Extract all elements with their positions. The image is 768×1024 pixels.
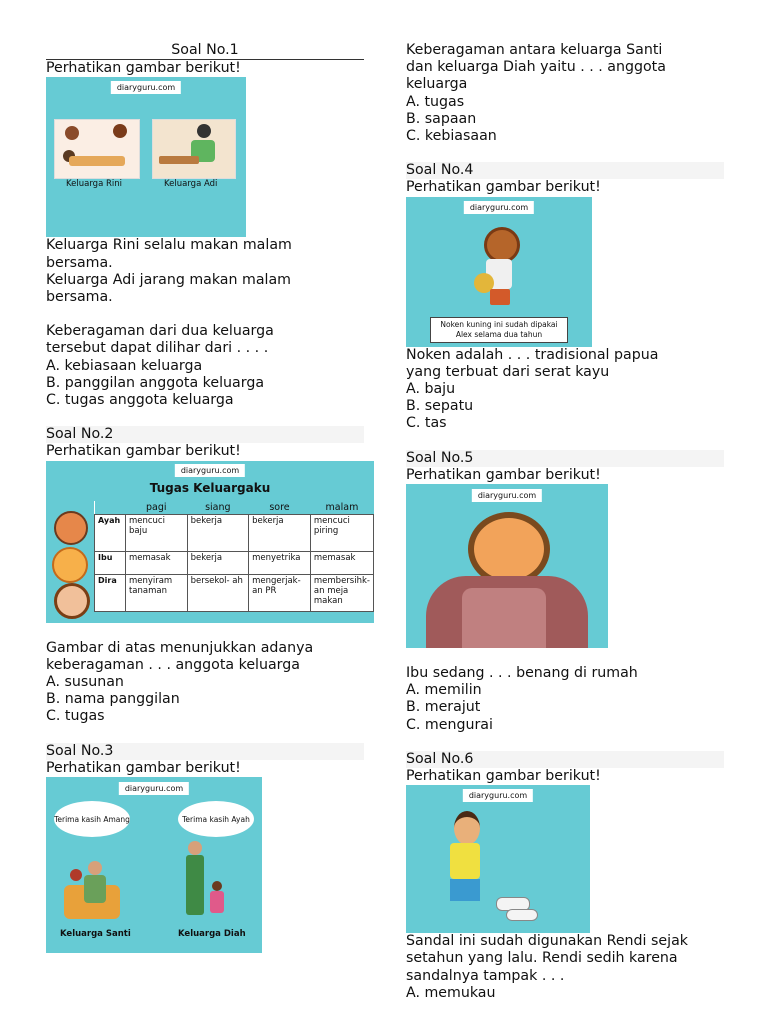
q1-text-2: bersama. [46, 254, 113, 271]
q3-option-c: C. kebiasaan [406, 128, 497, 145]
q6-watermark: diaryguru.com [463, 789, 533, 802]
q4-prompt: Perhatikan gambar berikut! [406, 179, 601, 196]
q5-watermark: diaryguru.com [472, 489, 542, 502]
q5-option-a: A. memilin [406, 682, 482, 699]
q6-image [406, 785, 590, 933]
q5-option-c: C. mengurai [406, 716, 493, 733]
q3-option-b: B. sapaan [406, 110, 477, 127]
q1-scene-adi [152, 119, 236, 179]
q3-label-diah: Keluarga Diah [178, 929, 246, 940]
q2-option-a: A. susunan [46, 674, 124, 691]
q4-caption [430, 317, 568, 343]
q2-col-malam: malam [310, 501, 373, 515]
q3-title: Soal No.3 [46, 743, 364, 760]
q4-option-c: C. tas [406, 415, 447, 432]
q2-face-dira [54, 583, 90, 619]
q1-question-1: Keberagaman dari dua keluarga [46, 323, 274, 340]
q1-option-c: C. tugas anggota keluarga [46, 392, 234, 409]
q2-col-siang: siang [187, 501, 249, 515]
table-row: Ibu memasak bekerja menyetrika memasak [95, 551, 374, 574]
q1-text-3: Keluarga Adi jarang makan malam [46, 271, 291, 288]
q2-face-ibu [52, 547, 88, 583]
table-row: Ayah mencuci baju bekerja bekerja mencuci piring [95, 514, 374, 551]
q6-prompt: Perhatikan gambar berikut! [406, 768, 601, 785]
q2-face-ayah [54, 511, 88, 545]
q1-option-b: B. panggilan anggota keluarga [46, 374, 265, 391]
q1-prompt: Perhatikan gambar berikut! [46, 60, 241, 77]
q2-option-b: B. nama panggilan [46, 691, 180, 708]
q4-option-b: B. sepatu [406, 398, 474, 415]
q1-title: Soal No.1 [46, 42, 364, 60]
q2-question-1: Gambar di atas menunjukkan adanya [46, 639, 314, 656]
q6-question-2: setahun yang lalu. Rendi sedih karena [406, 950, 678, 967]
q1-text-4: bersama. [46, 289, 113, 306]
q5-knitting [462, 588, 546, 648]
q1-text-1: Keluarga Rini selalu makan malam [46, 237, 292, 254]
q4-child-head [484, 227, 520, 263]
q1-question-2: tersebut dapat dilihar dari . . . . [46, 340, 269, 357]
q6-title: Soal No.6 [406, 751, 724, 768]
q5-mother-head [468, 512, 550, 586]
q5-question-1: Ibu sedang . . . benang di rumah [406, 665, 638, 682]
q6-question-1: Sandal ini sudah digunakan Rendi sejak [406, 933, 688, 950]
table-row: Dira menyiram tanaman bersekol- ah mengerjak- an PR membersihk- an meja makan [95, 574, 374, 611]
q2-question-2: keberagaman . . . anggota keluarga [46, 656, 300, 673]
q1-label-adi: Keluarga Adi [164, 179, 218, 190]
q3-image [46, 777, 262, 953]
q4-title: Soal No.4 [406, 162, 724, 179]
q2-title: Soal No.2 [46, 426, 364, 443]
q2-table [94, 501, 374, 612]
q3-label-santi: Keluarga Santi [60, 929, 131, 940]
q1-option-a: A. kebiasaan keluarga [46, 357, 203, 374]
q6-option-a: A. memukau [406, 984, 496, 1001]
q3-watermark: diaryguru.com [119, 782, 189, 795]
q2-prompt: Perhatikan gambar berikut! [46, 443, 241, 460]
q1-label-rini: Keluarga Rini [66, 179, 123, 190]
q5-option-b: B. merajut [406, 699, 481, 716]
q4-question-2: yang terbuat dari serat kayu [406, 363, 610, 380]
q3-prompt: Perhatikan gambar berikut! [46, 759, 241, 776]
q5-prompt: Perhatikan gambar berikut! [406, 466, 601, 483]
left-column [46, 42, 370, 953]
q3-bubble-santi: Terima kasih Amang [54, 801, 130, 837]
q3-question-1: Keberagaman antara keluarga Santi [406, 42, 663, 58]
q6-boy-head [454, 811, 480, 845]
q2-col-sore: sore [249, 501, 311, 515]
q4-image [406, 197, 592, 347]
q4-caption-1: Noken kuning ini sudah dipakai [440, 319, 558, 329]
q3-question-3: keluarga [406, 76, 468, 93]
q5-title: Soal No.5 [406, 450, 724, 467]
q4-option-a: A. baju [406, 381, 456, 398]
q2-col-pagi: pagi [125, 501, 187, 515]
q2-table-title: Tugas Keluargaku [149, 480, 271, 495]
q3-bubble-diah: Terima kasih Ayah [178, 801, 254, 837]
q4-caption-2: Alex selama dua tahun [455, 329, 543, 339]
q2-image [46, 461, 374, 623]
q1-scene-rini [54, 119, 140, 179]
right-column [406, 42, 724, 1002]
q6-question-3: sandalnya tampak . . . [406, 967, 565, 984]
q2-watermark: diaryguru.com [175, 464, 245, 477]
q4-watermark: diaryguru.com [464, 201, 534, 214]
q2-option-c: C. tugas [46, 708, 105, 725]
q3-question-2: dan keluarga Diah yaitu . . . anggota [406, 59, 666, 76]
q4-question-1: Noken adalah . . . tradisional papua [406, 346, 659, 363]
q5-image [406, 484, 608, 648]
q3-option-a: A. tugas [406, 93, 465, 110]
q1-image [46, 77, 246, 237]
q1-watermark: diaryguru.com [111, 81, 181, 94]
